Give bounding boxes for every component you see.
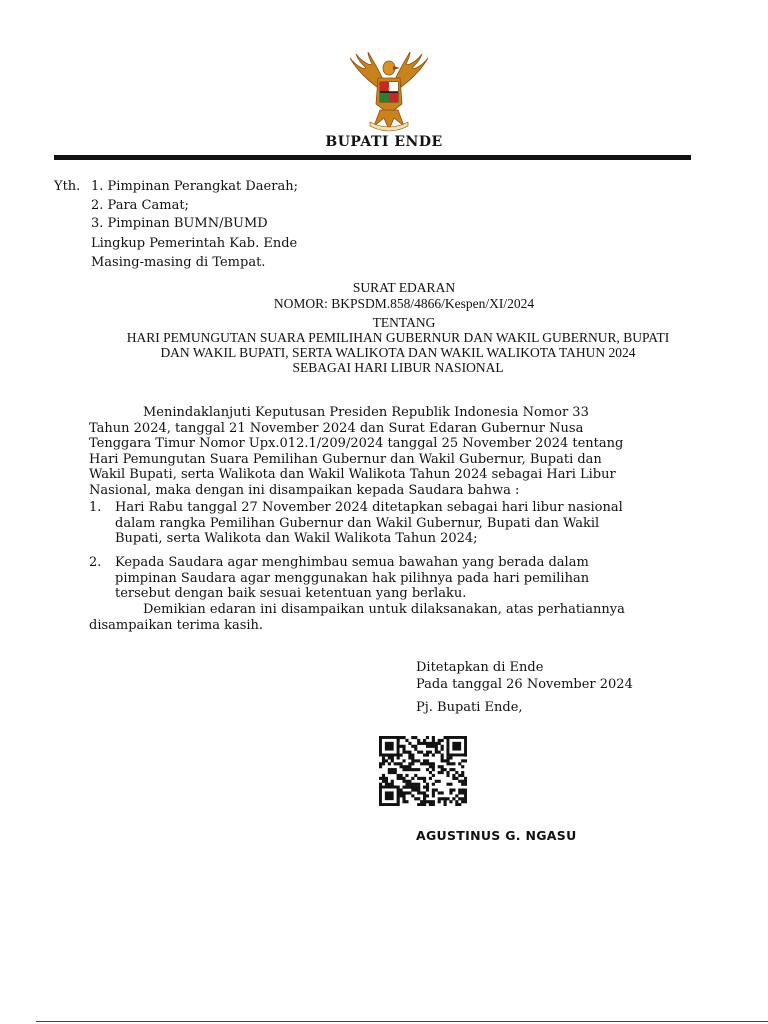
document-number: NOMOR: BKPSDM.858/4866/Kespen/XI/2024 <box>273 296 535 311</box>
recipient-scope: Lingkup Pemerintah Kab. Ende <box>91 236 298 251</box>
signature-date: Pada tanggal 26 November 2024 <box>416 677 633 692</box>
recipient-place: Masing-masing di Tempat. <box>91 255 266 270</box>
subject-line-2: DAN WAKIL BUPATI, SERTA WALIKOTA DAN WAKIL WALIKOTA TAHUN 2024 <box>160 345 636 360</box>
subject-line-1: HARI PEMUNGUTAN SUARA PEMILIHAN GUBERNUR DAN WAKIL GUBERNUR, BUPATI <box>126 330 670 345</box>
point-2-line-1: Kepada Saudara agar menghimbau semua bawahan yang berada dalam <box>115 555 589 570</box>
signature-position: Pj. Bupati Ende, <box>416 700 523 715</box>
intro-line-5: Wakil Bupati, serta Walikota dan Wakil Walikota Tahun 2024 sebagai Hari Libur <box>89 467 616 482</box>
document-type: SURAT EDARAN <box>352 280 456 295</box>
intro-line-4: Hari Pemungutan Suara Pemilihan Gubernur dan Wakil Gubernur, Bupati dan <box>89 451 602 467</box>
subject-line-3: SEBAGAI HARI LIBUR NASIONAL <box>292 360 504 375</box>
recipient-item-2: 2. Para Camat; <box>91 198 189 213</box>
point-1-number: 1. <box>89 500 102 515</box>
document-about: TENTANG <box>372 315 436 330</box>
recipient-item-1: 1. Pimpinan Perangkat Daerah; <box>91 179 298 194</box>
intro-line-6: Nasional, maka dengan ini disampaikan kepada Saudara bahwa : <box>89 482 520 498</box>
garuda-emblem-icon <box>344 52 434 134</box>
point-1-line-3: Bupati, serta Walikota dan Wakil Walikota Tahun 2024; <box>115 531 478 546</box>
intro-line-3: Tenggara Timur Nomor Upx.012.1/209/2024 tanggal 25 November 2024 tentang <box>89 436 624 451</box>
point-2-text <box>115 555 695 602</box>
letterhead-title: BUPATI ENDE <box>325 134 443 150</box>
signature-place: Ditetapkan di Ende <box>416 660 544 675</box>
qr-code-signature <box>379 736 467 806</box>
point-1-line-2: dalam rangka Pemilihan Gubernur dan Wakil Gubernur, Bupati dan Wakil <box>115 515 600 531</box>
page-bottom-border <box>36 1021 768 1022</box>
point-1-text <box>115 500 695 547</box>
point-1-line-1: Hari Rabu tanggal 27 November 2024 ditetapkan sebagai hari libur nasional <box>115 500 623 515</box>
intro-line-1: Menindaklanjuti Keputusan Presiden Republik Indonesia Nomor 33 <box>143 405 589 420</box>
closing-paragraph <box>89 602 695 633</box>
recipient-item-3: 3. Pimpinan BUMN/BUMD <box>91 216 268 231</box>
point-2-line-2: pimpinan Saudara agar menggunakan hak pilihnya pada hari pemilihan <box>115 570 590 586</box>
intro-paragraph <box>89 405 695 498</box>
signatory-name: AGUSTINUS G. NGASU <box>416 828 577 843</box>
intro-line-2: Tahun 2024, tanggal 21 November 2024 dan Surat Edaran Gubernur Nusa <box>89 420 584 436</box>
closing-line-2: disampaikan terima kasih. <box>89 617 264 633</box>
letterhead-rule <box>54 155 691 160</box>
point-2-number: 2. <box>89 555 102 570</box>
recipient-prefix: Yth. <box>54 179 81 194</box>
point-2-line-3: tersebut dengan baik sesuai ketentuan yang berlaku. <box>115 586 467 601</box>
closing-line-1: Demikian edaran ini disampaikan untuk dilaksanakan, atas perhatiannya <box>143 602 625 617</box>
